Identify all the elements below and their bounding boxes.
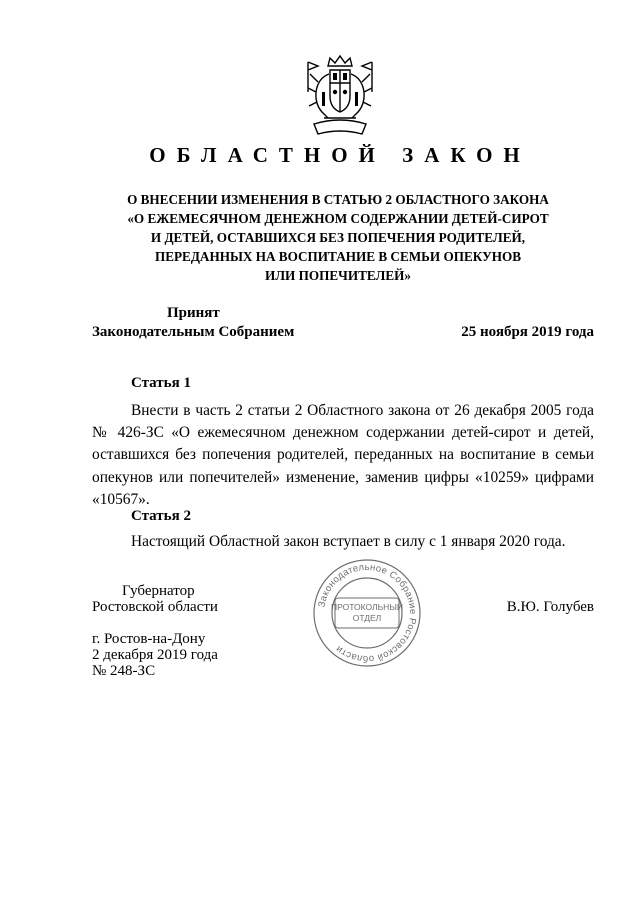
article-1-title: Статья 1 (131, 375, 191, 391)
subtitle-line: И ДЕТЕЙ, ОСТАВШИХСЯ БЕЗ ПОПЕЧЕНИЯ РОДИТЕЛЕЙ, (150, 230, 526, 245)
adopted-label: Принят (167, 305, 220, 321)
stamp-center-line2: ОТДЕЛ (352, 613, 382, 623)
subtitle-line: ПЕРЕДАННЫХ НА ВОСПИТАНИЕ В СЕМЬИ ОПЕКУНОВ (154, 249, 522, 264)
adopted-by: Законодательным Собранием (92, 324, 295, 340)
subtitle-line: «О ЕЖЕМЕСЯЧНОМ ДЕНЕЖНОМ СОДЕРЖАНИИ ДЕТЕЙ-СИРОТ (127, 211, 549, 226)
signing-date: 2 декабря 2019 года (92, 647, 218, 663)
law-number: № 248-ЗС (92, 663, 156, 679)
governor-region: Ростовской области (92, 599, 218, 615)
signing-place: г. Ростов-на-Дону (92, 631, 206, 647)
subtitle-line: О ВНЕСЕНИИ ИЗМЕНЕНИЯ В СТАТЬЮ 2 ОБЛАСТНОГО ЗАКОНА (127, 192, 549, 207)
document-title: ОБЛАСТНОЙ ЗАКОН (149, 143, 531, 167)
coat-of-arms-icon (300, 52, 380, 142)
subtitle-line: ИЛИ ПОПЕЧИТЕЛЕЙ» (264, 268, 412, 283)
article-1-text: Внести в часть 2 статьи 2 Областного закона от 26 декабря 2005 года № 426-ЗС «О ежемесячном денежном содержании детей-сирот и детей, оставшихся без попечения родителей, переданных на воспитание в семьи опекунов или попечителей» изменение, заменив цифры «10259» цифрами «10567». (92, 402, 594, 508)
adopted-date: 25 ноября 2019 года (461, 324, 594, 340)
stamp-center-line1: ПРОТОКОЛЬНЫЙ (331, 602, 403, 612)
stamp-ring-text: Законодательное Собрание Ростовской области (316, 561, 419, 665)
governor-title: Губернатор (122, 583, 195, 599)
stamp-seal (312, 558, 422, 668)
governor-name: В.Ю. Голубев (506, 599, 594, 615)
article-2-text: Настоящий Областной закон вступает в силу с 1 января 2020 года. (131, 533, 566, 550)
article-2-title: Статья 2 (131, 508, 191, 524)
law-subtitle (98, 190, 578, 285)
